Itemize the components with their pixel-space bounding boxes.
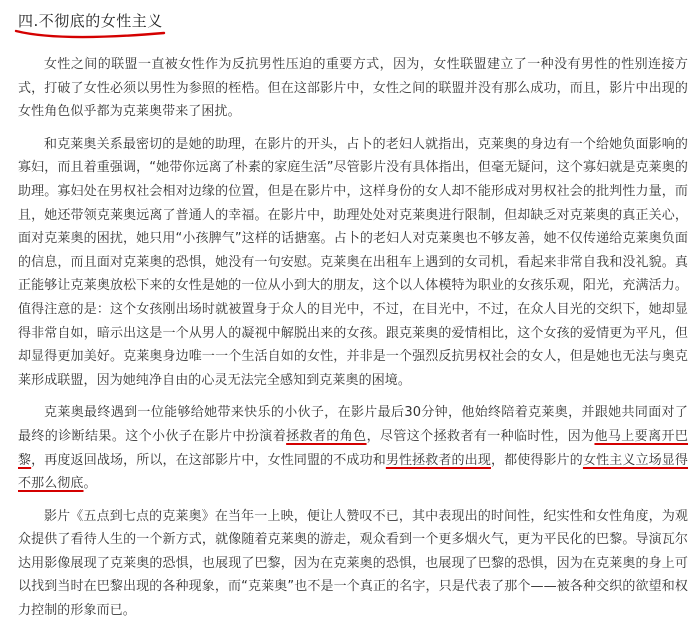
paragraph-1: 女性之间的联盟一直被女性作为反抗男性压迫的重要方式，因为，女性联盟建立了一种没有男性的性别连接方式，打破了女性必须以男性为参照的桎梏。但在这部影片中，女性之间的联盟并没有那么成功，而且，影片中出现的女性角色似乎都为克莱奥带来了困扰。 <box>18 57 688 120</box>
section-heading: 四.不彻底的女性主义 <box>18 12 163 30</box>
article-body <box>18 53 688 632</box>
text-segment: 。 <box>83 476 97 492</box>
section-heading-block <box>18 10 163 31</box>
paragraph-2: 和克莱奥关系最密切的是她的助理，在影片的开头，占卜的老妇人就指出，克莱奥的身边有一个给她负面影响的寡妇，而且着重强调，“她带你远离了朴素的家庭生活”尽管影片没有具体指出，但毫无疑问，这个寡妇就是克莱奥的助理。寡妇处在男权社会相对边缘的位置，但是在影片中，这样身份的女人却不能形成对男权社会的批判性力量，而且，她还带领克莱奥远离了普通人的幸福。在影片中，助理处处对克莱奥进行限制，但却缺乏对克莱奥的真正关心，面对克莱奥的困扰，她只用“小孩脾气”这样的话搪塞。占卜的老妇人对克莱奥也不够友善，她不仅传递给克莱奥负面的信息，而且面对克莱奥的恐惧，她没有一句安慰。克莱奥在出租车上遇到的女司机，看起来非常自我和没礼貌。真正能够让克莱奥放松下来的女性是她的一位从小到大的朋友，这个以人体模特为职业的女孩乐观，阳光，充满活力。值得注意的是：这个女孩刚出场时就被置身于众人的目光中，不过，在目光中，不过，在众人目光的交织下，她却显得非常自如，暗示出这是一个从男人的凝视中解脱出来的女孩。跟克莱奥的爱情相比，这个女孩的爱情更为平凡，但却显得更加美好。克莱奥身边唯一一个生活自如的女性，并非是一个强烈反抗男权社会的女人，但是她也无法与奥克莱形成联盟，因为她纯净自由的心灵无法完全感知到克莱奥的困境。 <box>18 136 688 388</box>
text-segment: ，尽管这个拯救者有一种临时性，因为 <box>366 428 595 444</box>
paragraph-4: 影片《五点到七点的克莱奥》在当年一上映，便让人赞叹不已，其中表现出的时间性，纪实性和女性角度，为观众提供了看待人生的一个新方式，就像随着克莱奥的游走，观众看到一个更多烟火气，更为平民化的巴黎。导演瓦尔达用影像展现了克莱奥的恐惧，也展现了巴黎，因为在克莱奥的恐惧，也展现了巴黎的恐惧，因为在克莱奥的身上可以找到当时在巴黎出现的各种现象，而“克莱奥”也不是一个真正的名字，只是代表了那个——被各种交织的欲望和权力控制的形象而已。 <box>18 508 688 619</box>
text-segment: ，再度返回战场，所以，在这部影片中，女性同盟的不成功和 <box>31 452 386 468</box>
highlighted-phrase-male-savior: 男性拯救者的出现 <box>385 452 491 468</box>
red-underline-annotation <box>14 27 168 41</box>
text-segment: 克莱奥最终遇到一位能够给她带来快乐的小伙子，在影片最后30分钟，他始终陪着克莱奥，并跟她共同面对了最终的诊断结果。这个小伙子在影片中扮演着 <box>18 405 688 444</box>
text-segment: ，都使得影片的 <box>490 452 583 468</box>
highlighted-phrase-leaving-paris: 他马上要离开巴黎 <box>18 428 689 468</box>
highlighted-phrase-feminism-not-thorough: 女性主义立场显得不那么彻底 <box>18 452 688 492</box>
highlighted-phrase-savior-role: 拯救者的角色 <box>286 428 367 444</box>
paragraph-3 <box>18 401 688 495</box>
